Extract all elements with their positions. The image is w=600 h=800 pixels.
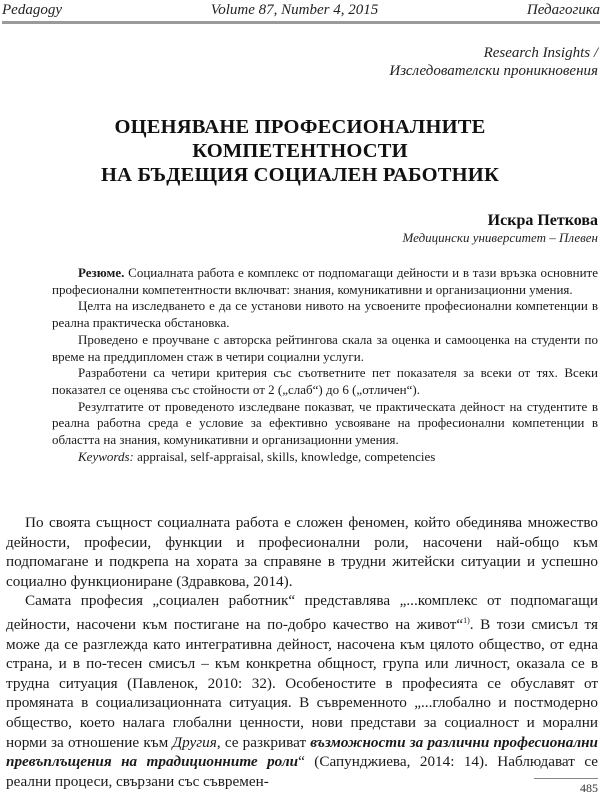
body-text [6, 513, 598, 791]
abstract-paragraph: Разработени са четири критерия със съответните пет показателя за всеки от тях. Всеки показател се оценява със стойности от 2 („слаб“) до 6 („отличен“). [52, 365, 598, 397]
footnote-ref[interactable]: 1) [463, 615, 470, 625]
page-number: 485 [580, 781, 598, 795]
header-divider [2, 21, 600, 24]
article-title [20, 115, 580, 187]
body-paragraph: По своята същност социалната работа е сложен феномен, който обединява множество дейности, професии, функции и професионални роли, насочени най-общо към подпомагане и подкрепа на хората за справяне в трудни житейски ситуации и успешно социално функциониране (Здравкова, 2014). [6, 514, 598, 590]
section-label-bg: Изследователски проникновения [389, 63, 598, 79]
author-affiliation: Медицински университет – Плевен [402, 230, 598, 245]
title-line-2: КОМПЕТЕНТНОСТИ [192, 140, 408, 162]
section-label-en: Research Insights / [483, 45, 598, 61]
body-paragraph: Самата професия „социален работник“ представлява „...комплекс от подпомагащи дейности, насочени към постигане на по-добро качество на живот“$^{1)}$. В този смисъл тя може да се разглежда като интегративна дейност, насочена към цялото общество, от една страна, и в по-тесен смисъл – към конкретна общност, група или личност, оказала се в трудна ситуация (Павленок, 2010: 32). Особеностите в професията се обуславят от промяната в социализационната ситуация. В съвременното „...глобално и постмодерно общество, което налага глобални ценности, нови представи за социалност и морални норми за отношение към Другия, се разкриват възможности за различни професионални превъплъщения на традиционните роли“ (Сапунджиева, 2014: 14). Наблюдават се реални процеси, свързани със съвремен- [6, 592, 599, 790]
keywords [52, 449, 598, 466]
journal-name-en: Pedagogy [2, 1, 62, 18]
volume-info: Volume 87, Number 4, 2015 [210, 1, 379, 18]
abstract-paragraph: Резултатите от проведеното изследване показват, че практическата дейност на студентите в реална работна среда е условие за ефективно усвояване на професионални компетенции в областта на знания, комуникативни и организационни умения. [52, 398, 598, 448]
abstract-paragraph: Проведено е проучване с авторска рейтингова скала за оценка и самооценка на студенти по време на преддипломен стаж в четири социални услуги. [52, 331, 598, 364]
title-line-1: ОЦЕНЯВАНЕ ПРОФЕСИОНАЛНИТЕ [114, 116, 486, 138]
author-block [402, 212, 598, 246]
running-head [2, 0, 600, 20]
abstract-label: Резюме. [78, 265, 125, 280]
journal-name-bg: Педагогика [526, 1, 600, 18]
abstract-paragraph: Резюме. Социалната работа е комплекс от подпомагащи дейности и в тази връзка основните професионални компетентности включват: знания, комуникативни и организационни умения. [52, 265, 598, 297]
keywords-label: Keywords: [78, 448, 134, 464]
abstract-paragraph: Целта на изследването е да се установи нивото на усвоените професионални компетенции в реална практическа обстановка. [52, 298, 598, 331]
author-name: Искра Петкова [487, 212, 598, 229]
page-number-rule [534, 778, 598, 779]
section-label [389, 44, 598, 80]
abstract [52, 265, 598, 465]
keywords-list: appraisal, self-appraisal, skills, knowledge, competencies [133, 448, 436, 464]
title-line-3: НА БЪДЕЩИЯ СОЦИАЛЕН РАБОТНИК [100, 164, 500, 186]
